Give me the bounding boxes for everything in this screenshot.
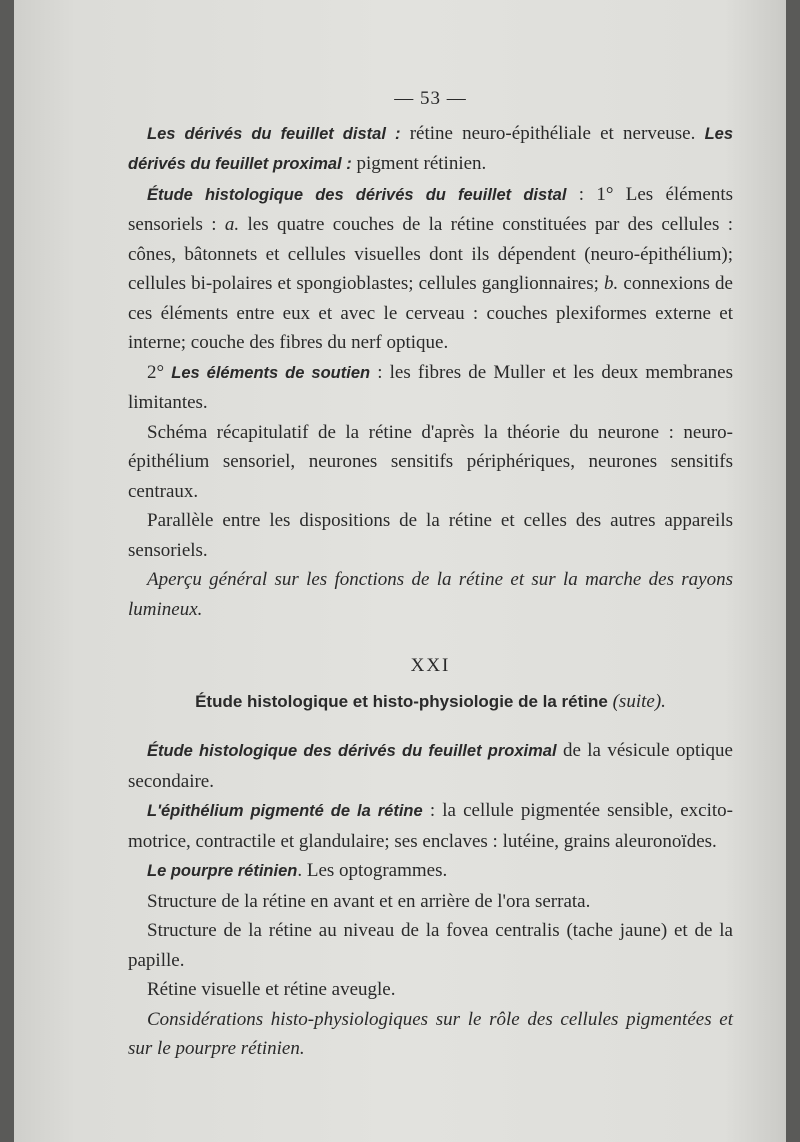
bold-italic-heading: Le pourpre rétinien: [147, 862, 298, 880]
chapter-title-suffix: (suite).: [607, 690, 666, 712]
page-text: [128, 84, 733, 1064]
bold-italic-heading: Les dérivés du feuillet proximal :: [128, 124, 733, 173]
paragraph: [128, 358, 733, 418]
paragraph: Structure de la rétine en avant et en arrière de l'ora serrata.: [147, 890, 591, 912]
bold-italic-heading: Les éléments de soutien: [171, 363, 371, 382]
italic-letter: b.: [604, 273, 619, 294]
text-run: 2°: [147, 361, 172, 383]
italic-paragraph: Aperçu général sur les fonctions de la rétine et sur la marche des rayons lumineux.: [128, 569, 733, 620]
text-run: rétine neuro-épithéliale et nerveuse.: [400, 122, 705, 144]
bold-italic-heading: L'épithélium pigmenté de la rétine: [147, 802, 423, 820]
italic-letter: a.: [224, 214, 240, 235]
paragraph: [128, 736, 733, 796]
paragraph: [128, 119, 733, 180]
chapter-title-text: Étude histologique et histo-physiologie de la rétine: [195, 691, 608, 711]
text-run: . Les optogrammes.: [297, 860, 448, 881]
chapter-number: XXI: [410, 655, 451, 676]
paragraph: Schéma récapitulatif de la rétine d'après la théorie du neurone : neuro-épithélium sensoriel, neurones sensitifs périphériques, neurones sensitifs centraux.: [128, 421, 733, 502]
paragraph: Structure de la rétine au niveau de la fovea centralis (tache jaune) et de la papille.: [128, 920, 733, 971]
page-number: — 53 —: [394, 88, 467, 109]
paragraph: Rétine visuelle et rétine aveugle.: [147, 979, 396, 1000]
paragraph: Parallèle entre les dispositions de la rétine et celles des autres appareils sensoriels.: [128, 510, 733, 561]
paragraph: [128, 180, 733, 358]
bold-italic-heading: Les dérivés du feuillet distal :: [147, 124, 401, 143]
text-run: : 1° Les éléments sensoriels :: [128, 183, 733, 235]
text-run: : les fibres de Muller et les deux membranes limitantes.: [128, 361, 733, 413]
bold-italic-heading: Étude histologique des dérivés du feuillet proximal: [147, 742, 557, 760]
paragraph: [128, 796, 733, 856]
chapter-title: [128, 687, 733, 717]
paragraph: [128, 856, 733, 887]
text-run: connexions de ces éléments entre eux et avec le cerveau : couches plexiformes externe et interne; couche des fibres du nerf optique.: [128, 273, 733, 353]
text-run: : la cellule pigmentée sensible, excito-motrice, contractile et glandulaire; ses enclaves : lutéine, grains aleuronoïdes.: [128, 800, 733, 852]
text-run: pigment rétinien.: [351, 153, 487, 174]
text-run: de la vésicule optique secondaire.: [128, 740, 733, 792]
text-run: les quatre couches de la rétine constituées par des cellules : cônes, bâtonnets et cellules visuelles dont ils dépendent (neuro-épithélium); cellules bi-polaires et spongioblastes; cellules ganglionnaires;: [128, 214, 733, 294]
italic-paragraph: Considérations histo-physiologiques sur le rôle des cellules pigmentées et sur le pourpre rétinien.: [128, 1008, 733, 1059]
bold-italic-heading: Étude histologique des dérivés du feuillet distal: [147, 185, 567, 204]
